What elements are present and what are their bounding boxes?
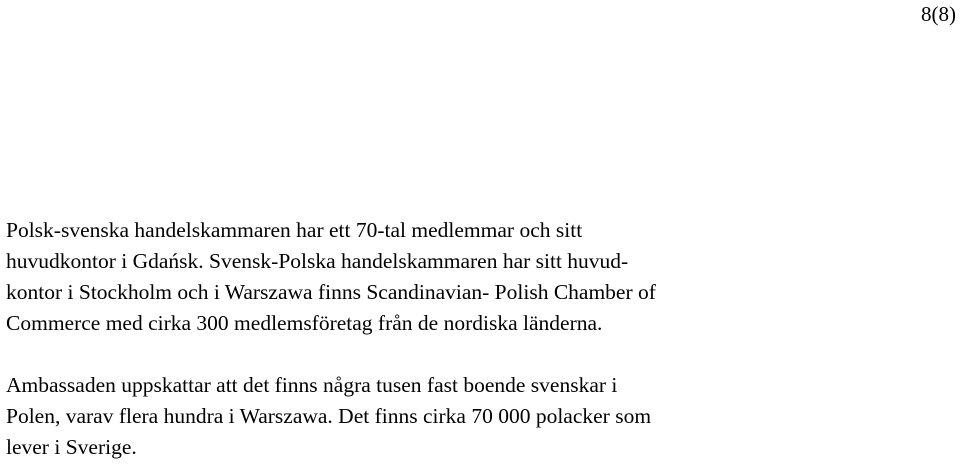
text-line: kontor i Stockholm och i Warszawa finns Scandinavian- Polish Chamber of <box>6 280 656 304</box>
text-line: Polsk-svenska handelskammaren har ett 70-tal medlemmar och sitt <box>6 218 583 242</box>
paragraph-swedes-in-poland <box>6 370 796 463</box>
text-line: huvudkontor i Gdańsk. Svensk-Polska handelskammaren har sitt huvud- <box>6 249 629 273</box>
page-number: 8(8) <box>921 2 956 26</box>
text-line: lever i Sverige. <box>6 435 137 459</box>
text-line: Ambassaden uppskattar att det finns några tusen fast boende svenskar i <box>6 373 618 397</box>
paragraph-chamber-of-commerce <box>6 215 796 339</box>
text-line: Polen, varav flera hundra i Warszawa. Det finns cirka 70 000 polacker som <box>6 404 652 428</box>
text-line: Commerce med cirka 300 medlemsföretag från de nordiska länderna. <box>6 311 603 335</box>
